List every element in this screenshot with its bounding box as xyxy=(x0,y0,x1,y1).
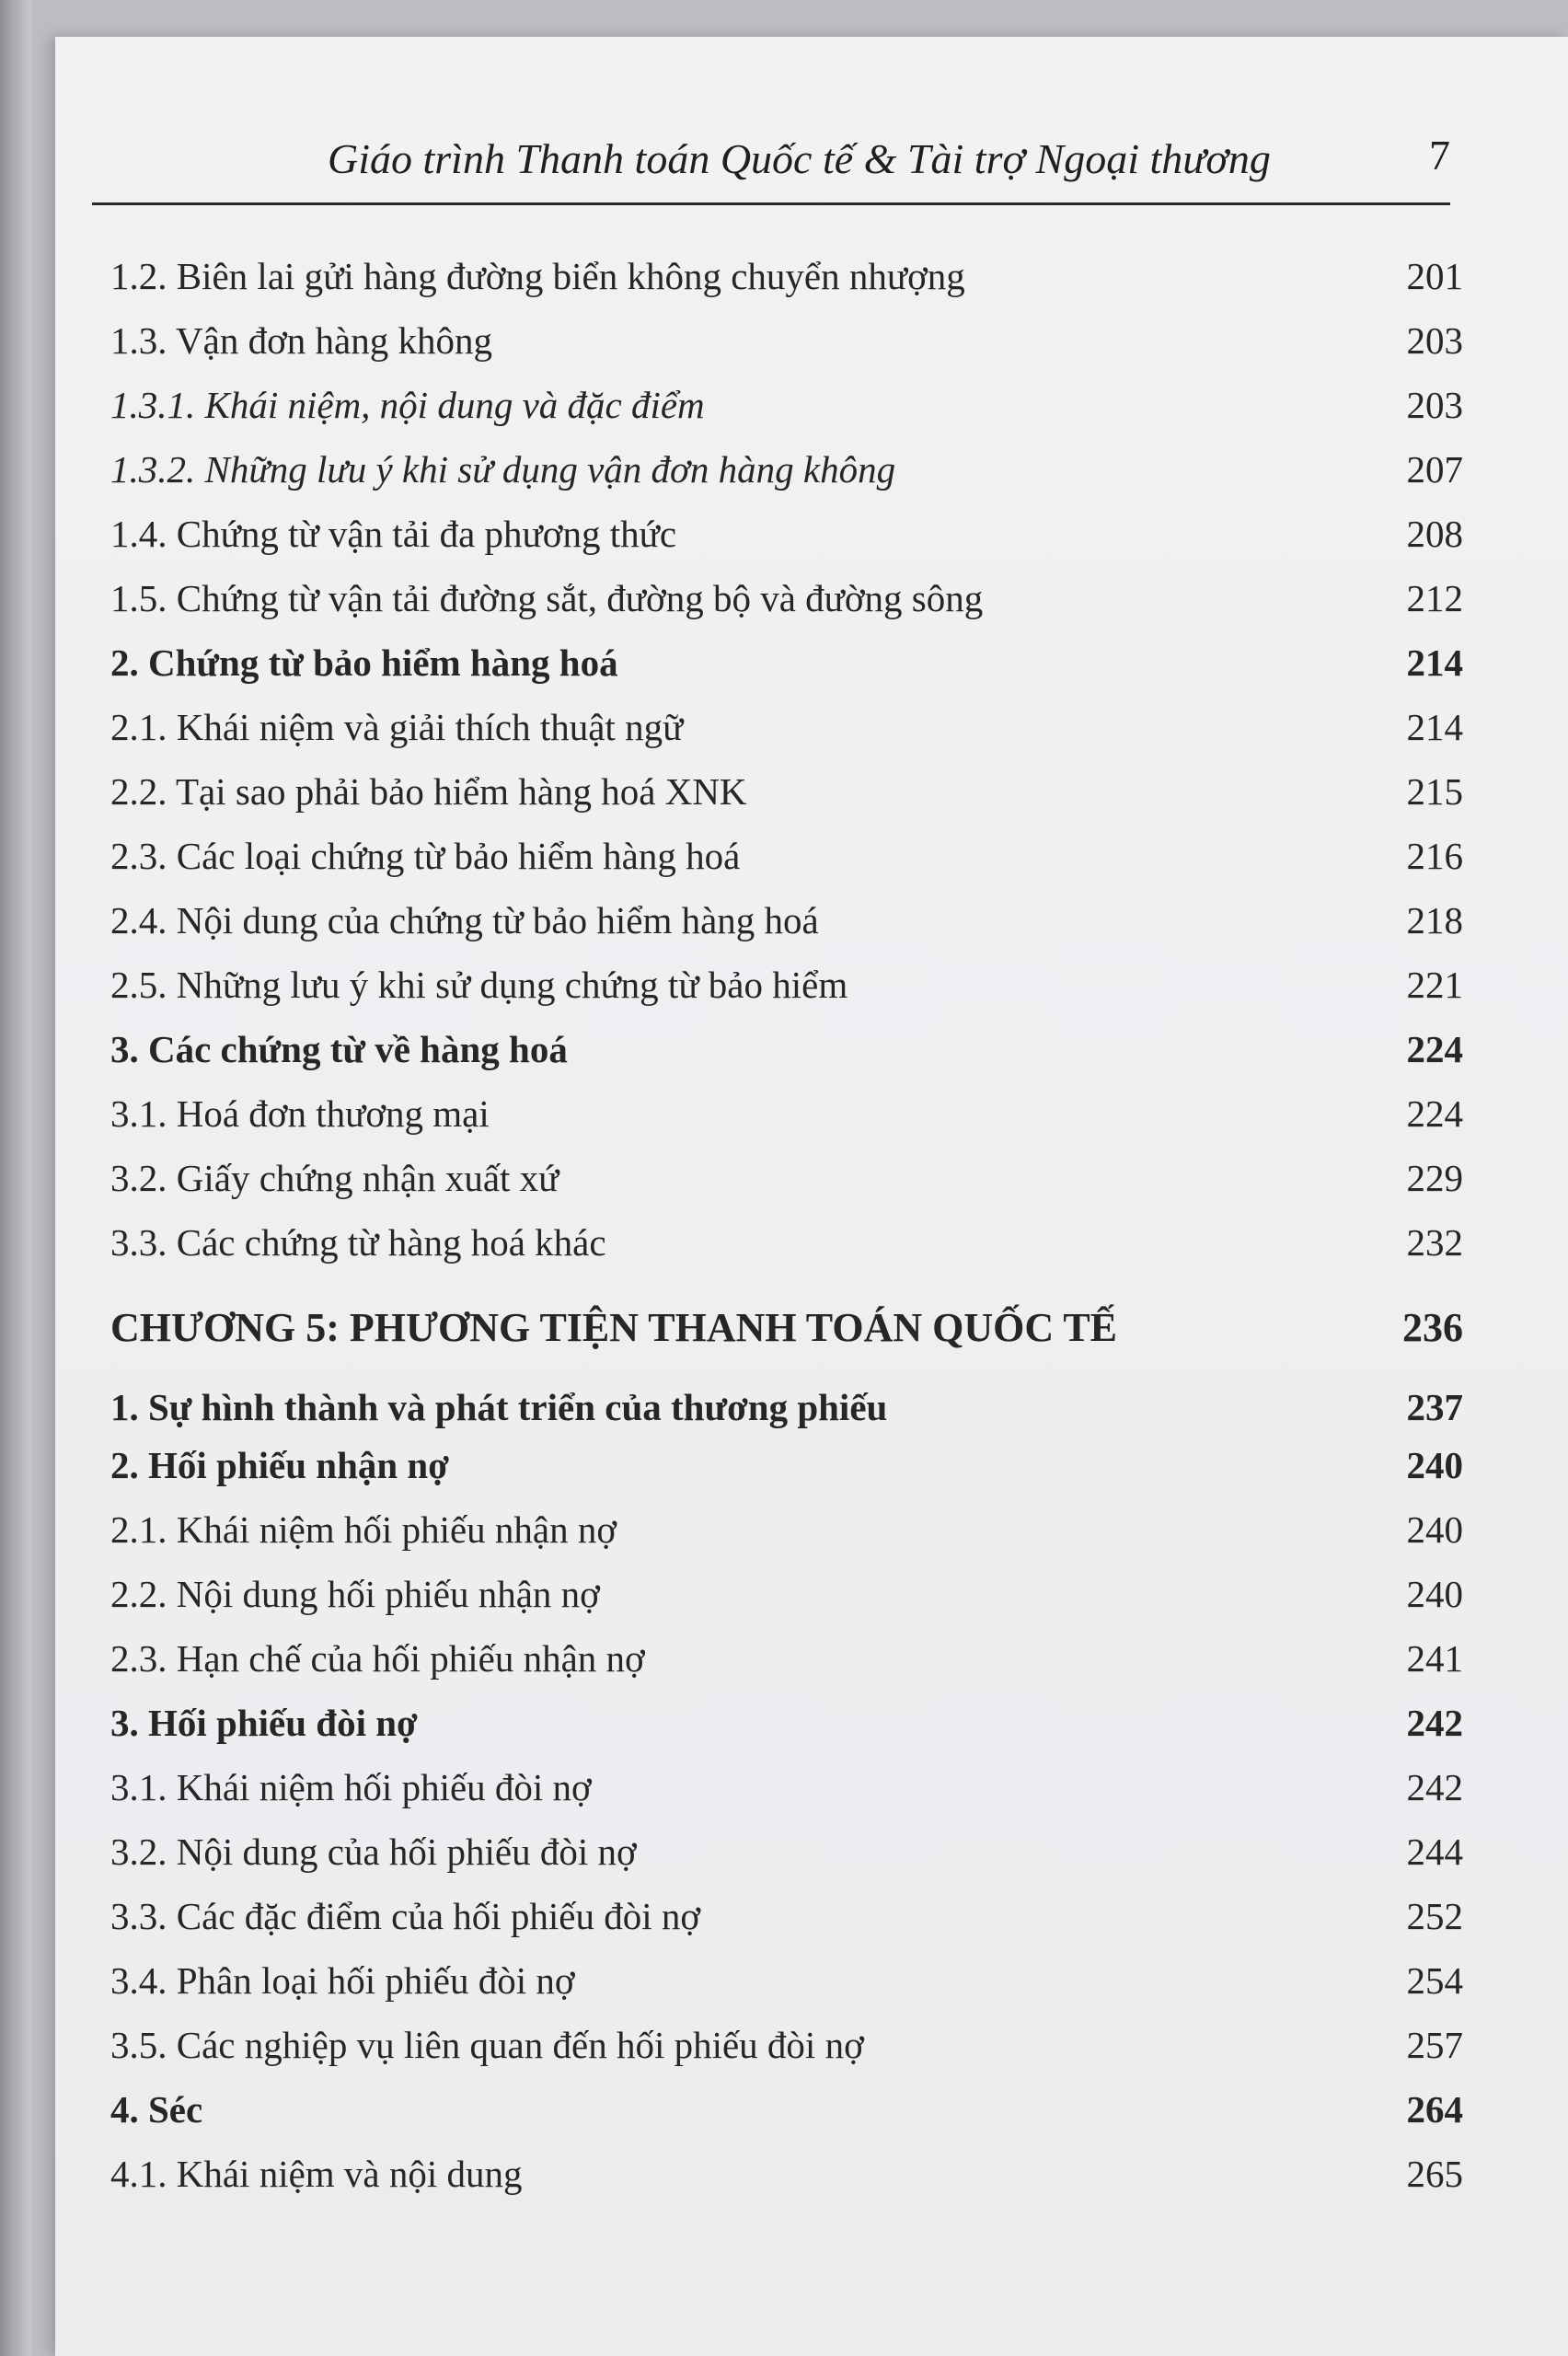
toc-entry-page: 216 xyxy=(1406,835,1463,877)
toc-entry-page: 240 xyxy=(1406,1444,1463,1486)
toc-entry-page: 257 xyxy=(1406,2024,1463,2066)
toc-row xyxy=(110,384,1463,451)
toc-row xyxy=(110,1508,1463,1576)
toc-row xyxy=(110,1637,1463,1704)
toc-entry-title: 2.4. Nội dung của chứng từ bảo hiểm hàng hoá xyxy=(110,899,819,941)
toc-entry-page: 207 xyxy=(1406,448,1463,491)
toc-entry-page: 240 xyxy=(1406,1508,1463,1551)
toc-row xyxy=(110,1221,1463,1288)
toc-entry-title: 3.5. Các nghiệp vụ liên quan đến hối phiếu đòi nợ xyxy=(110,2024,864,2066)
toc-entry-page: 240 xyxy=(1406,1573,1463,1615)
toc-row xyxy=(110,706,1463,773)
toc-entry-title: 2.5. Những lưu ý khi sử dụng chứng từ bảo hiểm xyxy=(110,964,848,1006)
toc-entry-page: 241 xyxy=(1406,1637,1463,1680)
running-header xyxy=(92,129,1450,205)
toc-row xyxy=(110,319,1463,387)
toc-entry-page: 221 xyxy=(1406,964,1463,1006)
toc-entry-page: 236 xyxy=(1402,1305,1463,1350)
toc-entry-page: 252 xyxy=(1406,1895,1463,1937)
toc-entry-title: 3.1. Hoá đơn thương mại xyxy=(110,1092,490,1135)
toc-entry-title: 3.3. Các đặc điểm của hối phiếu đòi nợ xyxy=(110,1895,701,1937)
toc-section-row xyxy=(110,1028,1463,1095)
toc-entry-title: 3.3. Các chứng từ hàng hoá khác xyxy=(110,1221,606,1264)
toc-row xyxy=(110,448,1463,515)
toc-entry-title: 1. Sự hình thành và phát triển của thương phiếu xyxy=(110,1385,888,1428)
toc-row xyxy=(110,770,1463,837)
toc-entry-page: 214 xyxy=(1406,641,1463,684)
toc-entry-title: 1.5. Chứng từ vận tải đường sắt, đường bộ và đường sông xyxy=(110,577,984,619)
toc-entry-title: 4. Séc xyxy=(110,2088,203,2131)
toc-section-row xyxy=(110,1704,1463,1769)
toc-entry-page: 215 xyxy=(1406,770,1463,813)
toc-entry-title: 1.2. Biên lai gửi hàng đường biển không chuyển nhượng xyxy=(110,255,965,297)
toc-entry-title: 1.3.1. Khái niệm, nội dung và đặc điểm xyxy=(110,384,705,426)
toc-entry-title: 2.2. Nội dung hối phiếu nhận nợ xyxy=(110,1573,600,1615)
toc-row xyxy=(110,1959,1463,2027)
toc-row xyxy=(110,1895,1463,1962)
page-number: 7 xyxy=(1429,132,1450,179)
toc-entry-title: 2. Chứng từ bảo hiểm hàng hoá xyxy=(110,641,618,684)
toc-entry-title: 4.1. Khái niệm và nội dung xyxy=(110,2153,523,2195)
toc-row xyxy=(110,2024,1463,2091)
toc-row xyxy=(110,899,1463,966)
toc-entry-page: 229 xyxy=(1406,1157,1463,1199)
toc-entry-title: 3.2. Giấy chứng nhận xuất xứ xyxy=(110,1157,559,1199)
toc-entry-page: 244 xyxy=(1406,1831,1463,1873)
toc-entry-title: 3.2. Nội dung của hối phiếu đòi nợ xyxy=(110,1831,637,1873)
toc-entry-title: 1.3.2. Những lưu ý khi sử dụng vận đơn hàng không xyxy=(110,448,896,491)
toc-entry-page: 237 xyxy=(1406,1385,1463,1428)
toc-row xyxy=(110,2155,1463,2220)
toc-row xyxy=(110,1766,1463,1833)
toc-section-row xyxy=(110,641,1463,709)
toc-entry-title: 3. Hối phiếu đòi nợ xyxy=(110,1702,418,1744)
toc-entry-title: 3.4. Phân loại hối phiếu đòi nợ xyxy=(110,1959,575,2002)
toc-entry-page: 242 xyxy=(1406,1766,1463,1808)
toc-row xyxy=(110,1157,1463,1224)
toc-entry-page: 208 xyxy=(1406,513,1463,555)
toc-entry-page: 224 xyxy=(1406,1028,1463,1070)
toc-row xyxy=(110,837,1463,902)
toc-entry-page: 203 xyxy=(1406,319,1463,362)
toc-entry-page: 201 xyxy=(1406,255,1463,297)
toc-entry-page: 254 xyxy=(1406,1959,1463,2002)
toc-row xyxy=(110,255,1463,322)
toc-entry-title: 2.2. Tại sao phải bảo hiểm hàng hoá XNK xyxy=(110,770,747,813)
toc-entry-page: 242 xyxy=(1406,1702,1463,1744)
toc-entry-title: 2. Hối phiếu nhận nợ xyxy=(110,1444,449,1486)
toc-entry-title: 2.3. Các loại chứng từ bảo hiểm hàng hoá xyxy=(110,835,741,877)
toc-entry-title: 2.1. Khái niệm hối phiếu nhận nợ xyxy=(110,1508,617,1551)
toc-entry-title: 1.4. Chứng từ vận tải đa phương thức xyxy=(110,513,677,555)
toc-entry-page: 203 xyxy=(1406,384,1463,426)
toc-entry-page: 232 xyxy=(1406,1221,1463,1264)
header-title: Giáo trình Thanh toán Quốc tế & Tài trợ Ngoại thương xyxy=(328,135,1271,182)
toc-row xyxy=(110,577,1463,644)
toc-entry-title: 1.3. Vận đơn hàng không xyxy=(110,319,492,362)
toc-entry-page: 218 xyxy=(1406,899,1463,941)
book-spine-shadow xyxy=(0,0,31,2356)
toc-entry-title: 3. Các chứng từ về hàng hoá xyxy=(110,1028,568,1070)
toc-entry-page: 264 xyxy=(1406,2088,1463,2131)
toc-section-row xyxy=(110,2088,1463,2155)
toc-entry-title: 2.1. Khái niệm và giải thích thuật ngữ xyxy=(110,706,684,748)
toc-row xyxy=(110,1092,1463,1160)
table-of-contents xyxy=(110,255,1463,2220)
toc-entry-page: 212 xyxy=(1406,577,1463,619)
toc-entry-page: 224 xyxy=(1406,1092,1463,1135)
toc-entry-title: 3.1. Khái niệm hối phiếu đòi nợ xyxy=(110,1766,592,1808)
toc-section-row xyxy=(110,1368,1463,1447)
toc-chapter-row xyxy=(110,1288,1463,1368)
toc-row xyxy=(110,966,1463,1031)
toc-row xyxy=(110,515,1463,580)
toc-entry-page: 214 xyxy=(1406,706,1463,748)
toc-section-row xyxy=(110,1444,1463,1511)
toc-entry-title: 2.3. Hạn chế của hối phiếu nhận nợ xyxy=(110,1637,645,1680)
toc-entry-page: 265 xyxy=(1406,2153,1463,2195)
book-page xyxy=(55,37,1568,2356)
toc-row xyxy=(110,1833,1463,1898)
toc-row xyxy=(110,1573,1463,1640)
toc-chapter-title: CHƯƠNG 5: PHƯƠNG TIỆN THANH TOÁN QUỐC TẾ xyxy=(110,1305,1118,1350)
